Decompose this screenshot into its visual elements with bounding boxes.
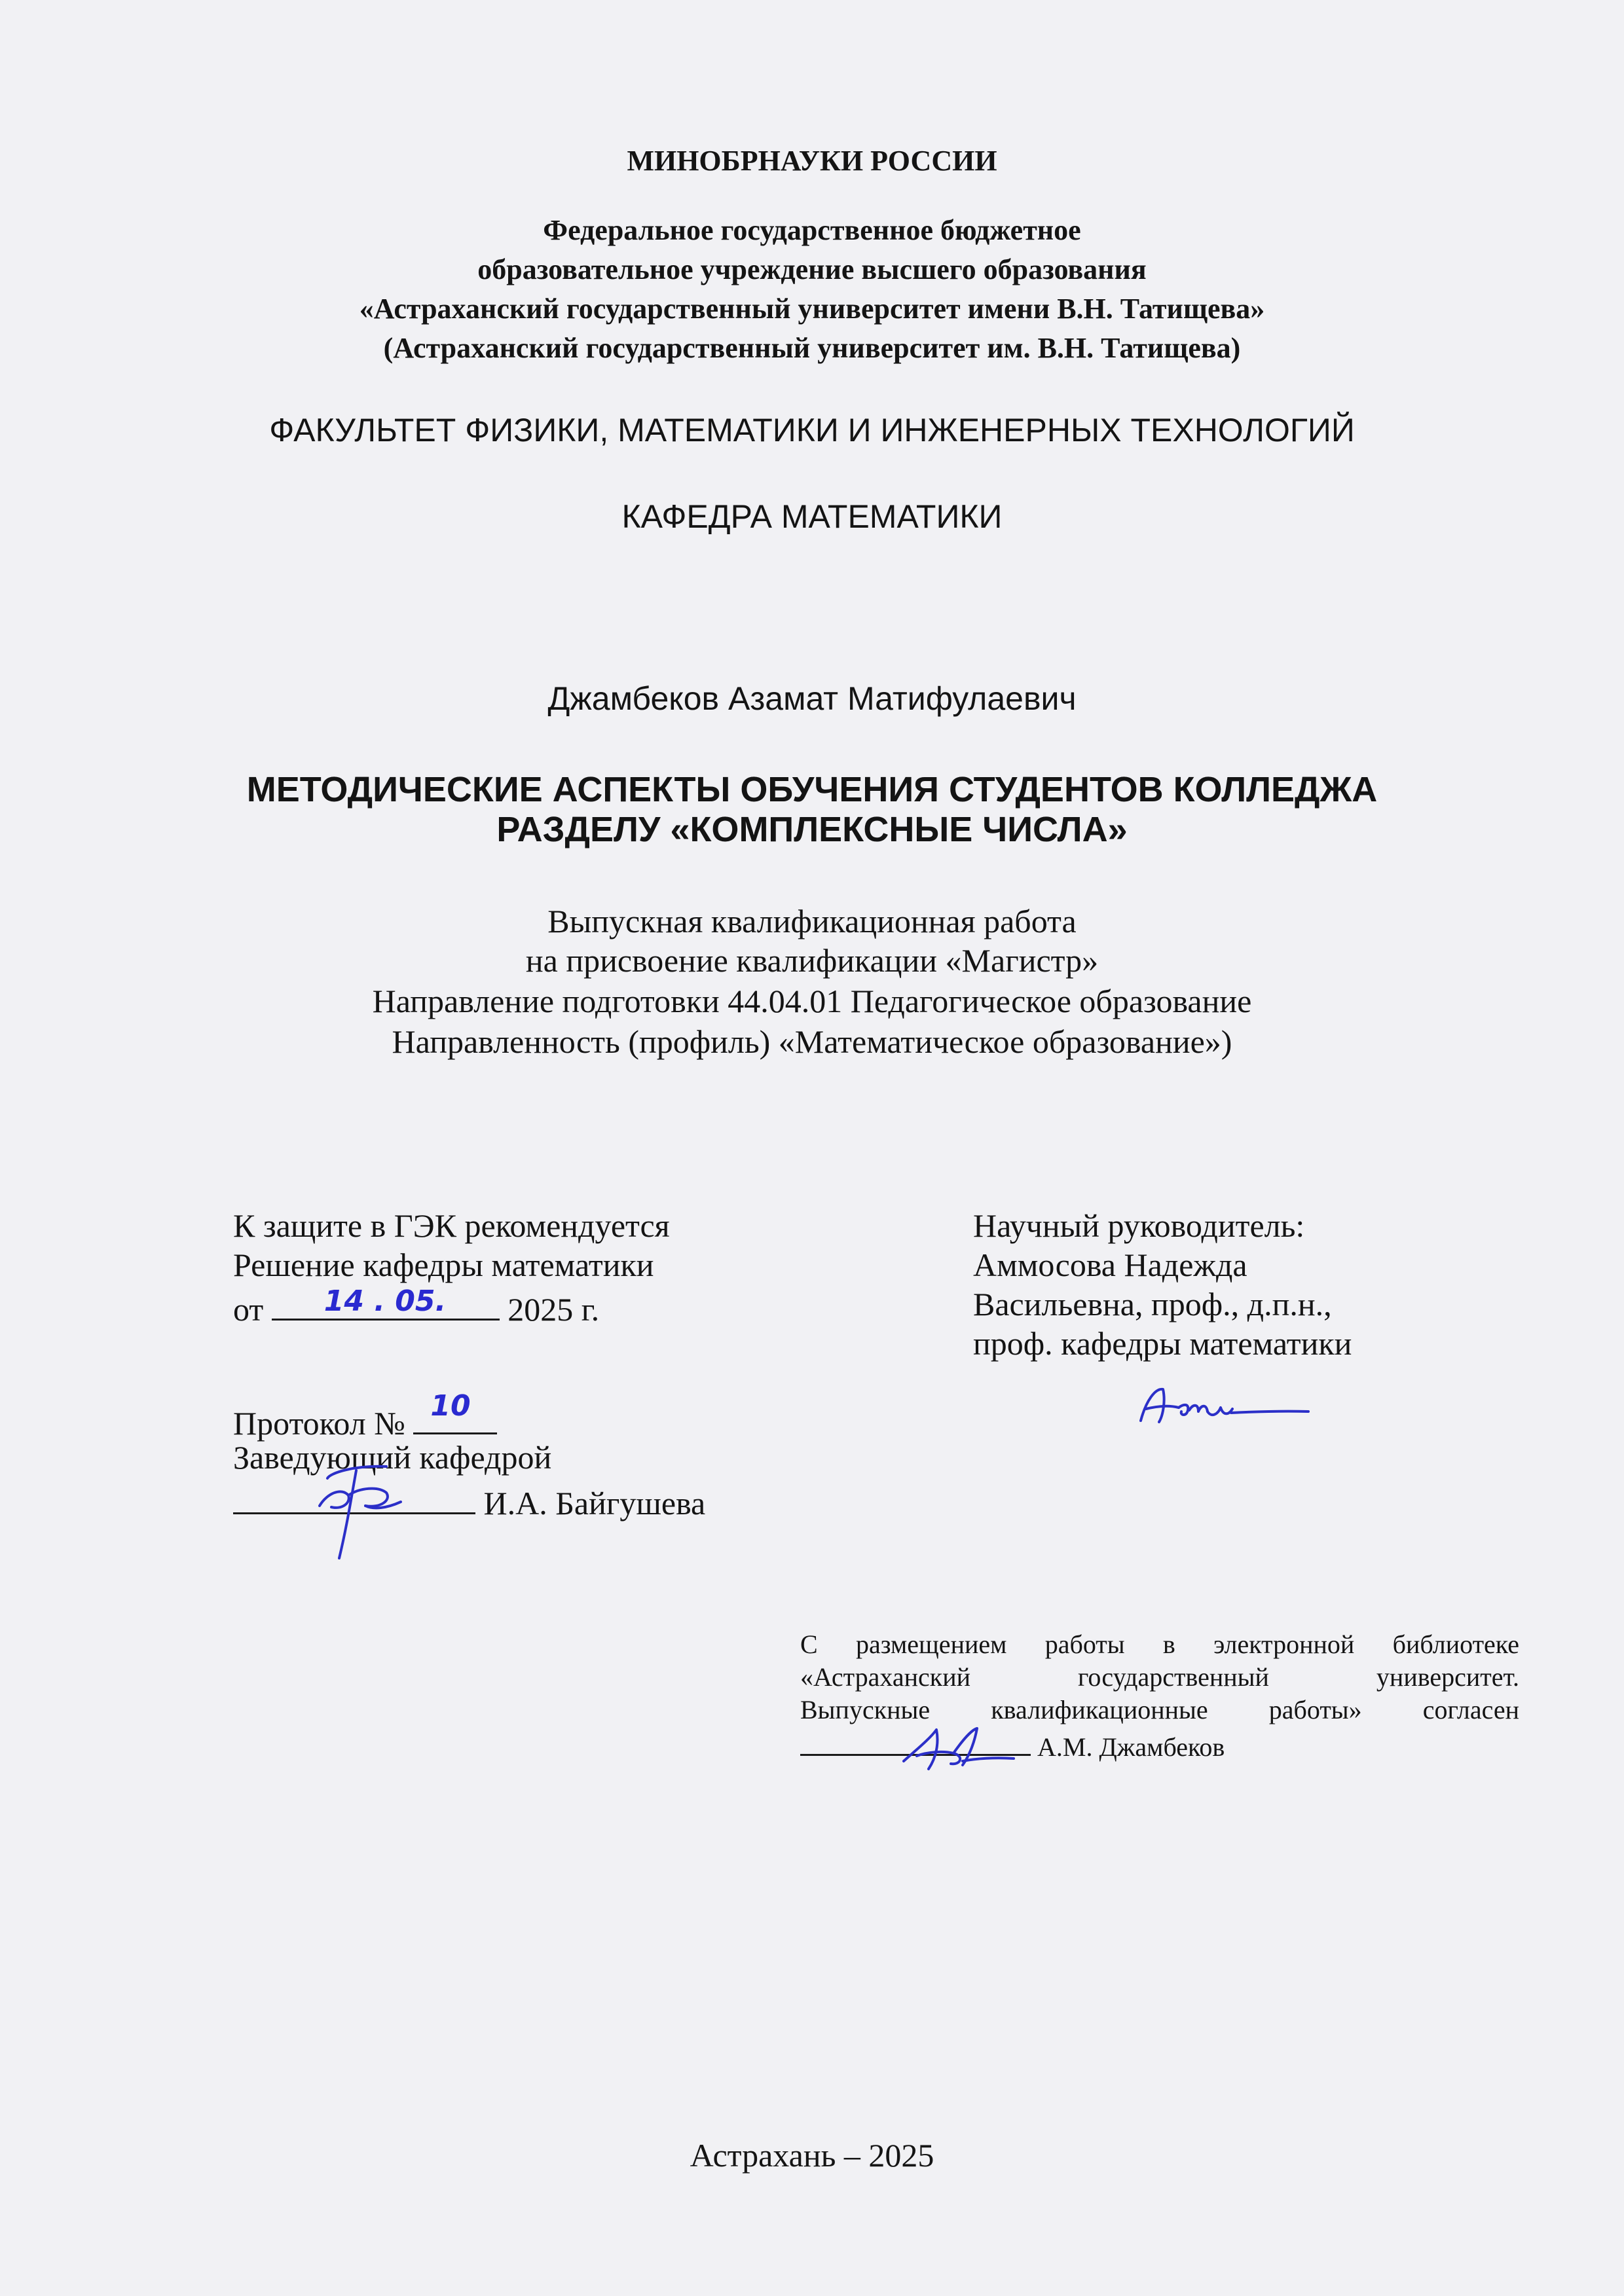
thesis-title-line-2: РАЗДЕЛУ «КОМПЛЕКСНЫЕ ЧИСЛА»: [496, 810, 1128, 849]
defense-recommended: К защите в ГЭК рекомендуется: [233, 1207, 670, 1244]
institution-line-2: образовательное учреждение высшего образования: [477, 253, 1147, 285]
author-signature-icon: [891, 1710, 1022, 1782]
consent-line-3: Выпускные квалификационные работы» согласен: [800, 1695, 1519, 1724]
date-underline: [272, 1285, 500, 1321]
study-direction: Направление подготовки 44.04.01 Педагогическое образование: [372, 983, 1252, 1019]
consent-line-1: С размещением работы в электронной библиотеке: [800, 1630, 1519, 1659]
work-type: Выпускная квалификационная работа: [547, 903, 1077, 939]
department-decision: Решение кафедры математики: [233, 1247, 654, 1283]
protocol-underline: [413, 1389, 497, 1434]
handwritten-date: 14 . 05.: [323, 1285, 447, 1318]
decision-date-line: [233, 1285, 599, 1329]
supervisor-label: Научный руководитель:: [973, 1207, 1305, 1244]
institution-line-4: (Астраханский государственный университет им. В.Н. Татищева): [383, 332, 1241, 364]
handwritten-protocol-number: 10: [430, 1389, 471, 1423]
study-profile: Направленность (профиль) «Математическое образование»): [392, 1023, 1232, 1060]
supervisor-signature-icon: [1133, 1375, 1316, 1440]
thesis-title-line-1: МЕТОДИЧЕСКИЕ АСПЕКТЫ ОБУЧЕНИЯ СТУДЕНТОВ КОЛЛЕДЖА: [246, 770, 1378, 809]
institution-line-3: «Астраханский государственный университет имени В.Н. Татищева»: [359, 293, 1265, 325]
author-name: Джамбеков Азамат Матифулаевич: [547, 680, 1077, 717]
protocol-label: Протокол №: [233, 1405, 405, 1442]
date-prefix: от: [233, 1291, 264, 1328]
ministry-name: МИНОБРНАУКИ РОССИИ: [627, 145, 997, 177]
consent-line-2: «Астраханский государственный университет.: [800, 1662, 1519, 1692]
faculty-name: ФАКУЛЬТЕТ ФИЗИКИ, МАТЕМАТИКИ И ИНЖЕНЕРНЫХ ТЕХНОЛОГИЙ: [269, 412, 1355, 448]
head-signature-icon: [288, 1427, 413, 1565]
supervisor-line-2: Васильевна, проф., д.п.н.,: [973, 1286, 1332, 1322]
head-name: И.А. Байгушева: [483, 1485, 706, 1522]
supervisor-line-3: проф. кафедры математики: [973, 1325, 1352, 1362]
department-name: КАФЕДРА МАТЕМАТИКИ: [621, 498, 1003, 535]
institution-line-1: Федеральное государственное бюджетное: [543, 214, 1081, 246]
city-year: Астрахань – 2025: [690, 2137, 934, 2174]
date-suffix: 2025 г.: [507, 1291, 600, 1328]
qualification: на присвоение квалификации «Магистр»: [525, 942, 1099, 979]
supervisor-line-1: Аммосова Надежда: [973, 1247, 1247, 1283]
head-of-department-label: Заведующий кафедрой: [233, 1439, 552, 1476]
consent-signer: А.М. Джамбеков: [1037, 1732, 1225, 1762]
